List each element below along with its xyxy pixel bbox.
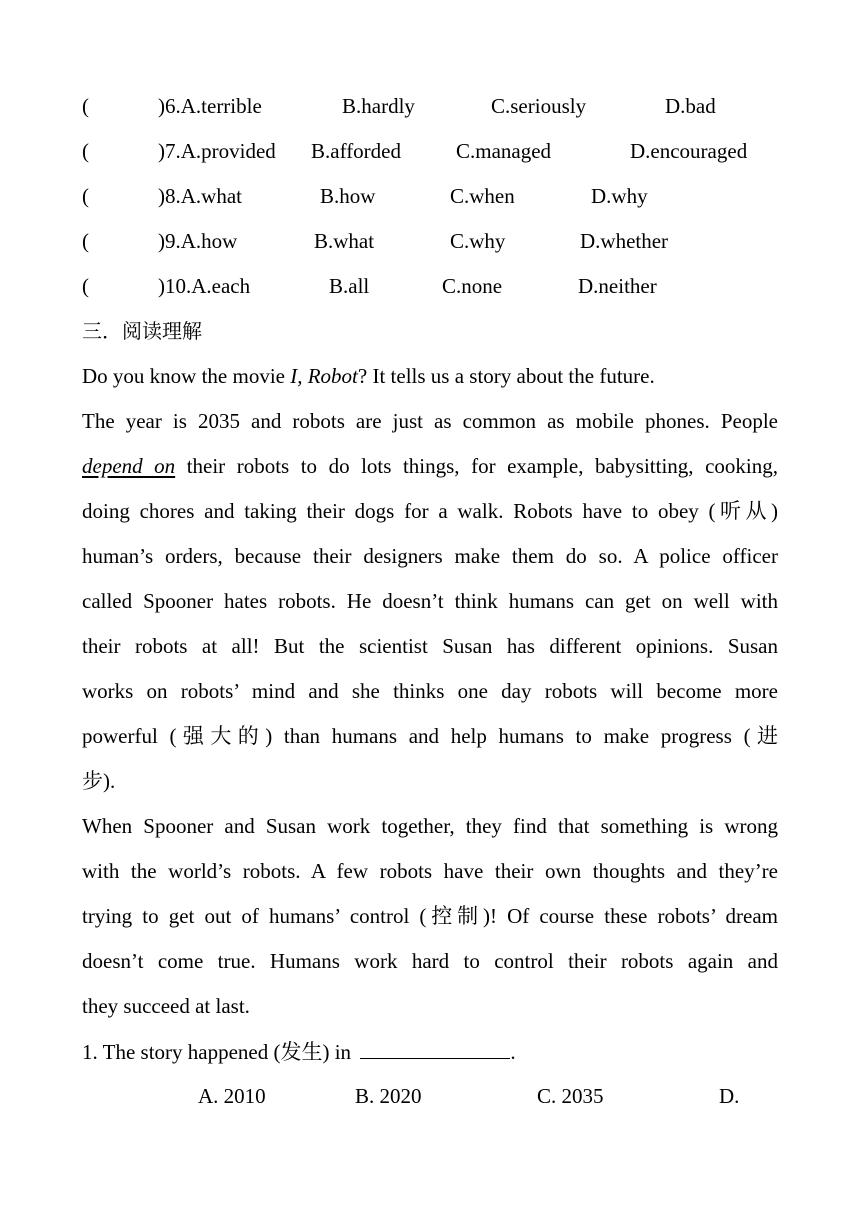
option-c: C.why — [450, 229, 506, 253]
section-title: 三．阅读理解 — [82, 319, 202, 343]
option-a: )6.A.terrible — [158, 94, 262, 118]
para1-line4: human’s orders, because their designers make them do so. A police officer — [82, 544, 778, 568]
answer-blank — [360, 1036, 510, 1059]
option-d: D.neither — [578, 274, 657, 298]
para1-line2-rest: their robots to do lots things, for example, babysitting, cooking, — [175, 454, 778, 478]
question-text: 1. The story happened (发生) in — [82, 1040, 357, 1064]
answer-paren: ( — [82, 274, 89, 298]
option-c: C.managed — [456, 139, 552, 163]
para1-line5: called Spooner hates robots. He doesn’t think humans can get on well with — [82, 589, 778, 613]
para1-line3: doing chores and taking their dogs for a walk. Robots have to obey (听从) — [82, 499, 778, 523]
question-end: . — [510, 1040, 516, 1064]
answer-paren: ( — [82, 94, 89, 118]
option-c: C.when — [450, 184, 515, 208]
movie-title: I, Robot — [290, 364, 358, 388]
intro-before: Do you know the movie — [82, 364, 291, 388]
question-1-options — [82, 1081, 778, 1111]
underlined-phrase: depend on — [82, 454, 176, 478]
passage-intro — [82, 361, 778, 391]
option-c: C. 2035 — [537, 1084, 604, 1108]
answer-paren: ( — [82, 229, 89, 253]
para1-line7: works on robots’ mind and she thinks one day robots will become more — [82, 679, 778, 703]
option-d: D.why — [591, 184, 648, 208]
option-d: D. — [719, 1084, 740, 1108]
para2-line2: with the world’s robots. A few robots have their own thoughts and they’re — [82, 859, 778, 883]
para2-line4: doesn’t come true. Humans work hard to control their robots again and — [82, 949, 778, 973]
option-d: D.bad — [665, 94, 716, 118]
para2-line3: trying to get out of humans’ control (控制)! Of course these robots’ dream — [82, 904, 778, 928]
intro-after: ? It tells us a story about the future. — [357, 364, 655, 388]
option-a: )7.A.provided — [158, 139, 276, 163]
option-a: )10.A.each — [158, 274, 251, 298]
option-b: B.how — [320, 184, 376, 208]
option-c: C.seriously — [491, 94, 587, 118]
option-b: B.afforded — [311, 139, 401, 163]
para1-line1: The year is 2035 and robots are just as common as mobile phones. People — [82, 409, 778, 433]
para1-line9: 步). — [82, 769, 116, 793]
option-a: )8.A.what — [158, 184, 242, 208]
para1-line6: their robots at all! But the scientist Susan has different opinions. Susan — [82, 634, 778, 658]
para2-line1: When Spooner and Susan work together, they find that something is wrong — [82, 814, 778, 838]
option-d: D.whether — [580, 229, 669, 253]
option-b: B. 2020 — [355, 1084, 422, 1108]
option-b: B.what — [314, 229, 375, 253]
answer-paren: ( — [82, 139, 89, 163]
para2-line5: they succeed at last. — [82, 994, 250, 1018]
question-1-stem — [82, 1036, 778, 1067]
para1-line2 — [82, 451, 778, 481]
option-c: C.none — [442, 274, 503, 298]
para1-line8: powerful (强大的) than humans and help humans to make progress (进 — [82, 724, 778, 748]
option-b: B.hardly — [342, 94, 415, 118]
option-a: A. 2010 — [198, 1084, 266, 1108]
answer-paren: ( — [82, 184, 89, 208]
option-a: )9.A.how — [158, 229, 238, 253]
option-b: B.all — [329, 274, 370, 298]
option-d: D.encouraged — [630, 139, 748, 163]
